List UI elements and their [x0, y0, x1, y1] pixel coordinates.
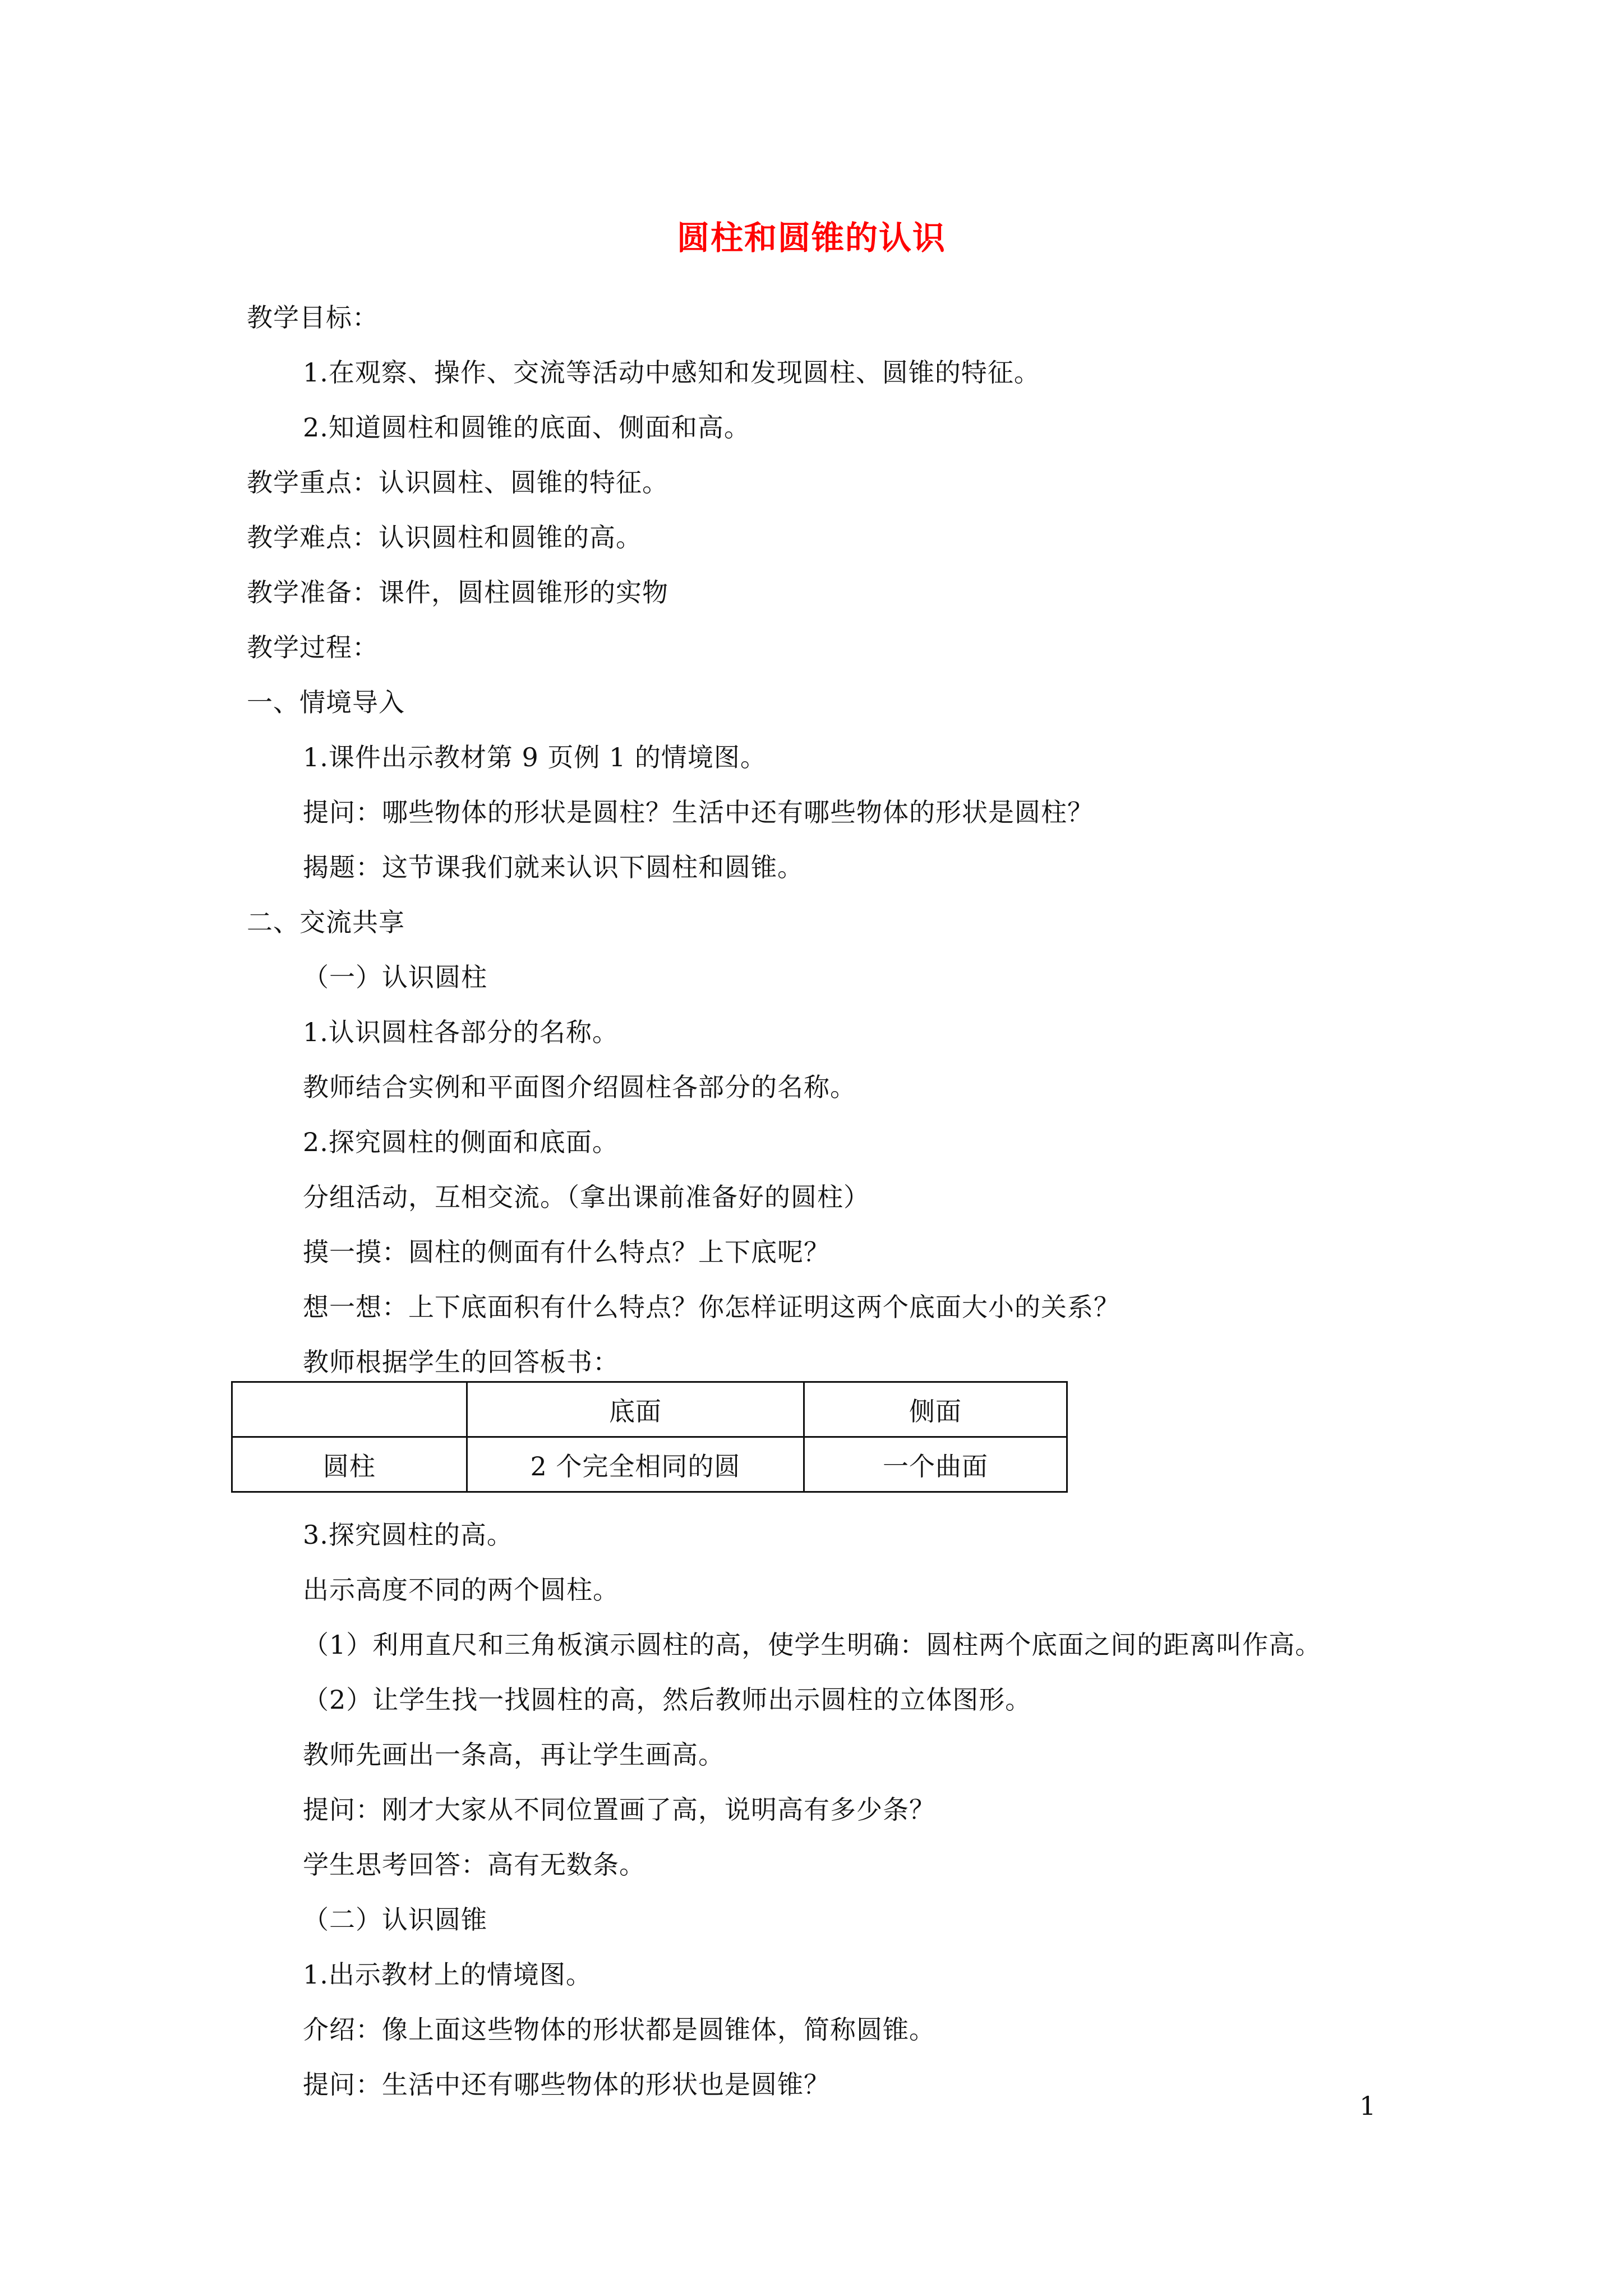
text-line: 揭题：这节课我们就来认识下圆柱和圆锥。: [303, 852, 804, 882]
text-line: 教学重点：认识圆柱、圆锥的特征。: [247, 467, 668, 498]
text-line: 想一想：上下底面积有什么特点？你怎样证明这两个底面大小的关系？: [303, 1292, 1120, 1322]
text-line: 2.探究圆柱的侧面和底面。: [303, 1127, 619, 1157]
text-line: 分组活动，互相交流。（拿出课前准备好的圆柱）: [303, 1182, 870, 1212]
text-line: 学生思考回答：高有无数条。: [303, 1849, 645, 1880]
text-line: （2）让学生找一找圆柱的高，然后教师出示圆柱的立体图形。: [303, 1685, 1032, 1715]
text-line: 提问：生活中还有哪些物体的形状也是圆锥？: [303, 2069, 830, 2100]
text-line: 2.知道圆柱和圆锥的底面、侧面和高。: [303, 412, 750, 443]
text-line: （二）认识圆锥: [303, 1904, 487, 1935]
text-line: 教师结合实例和平面图介绍圆柱各部分的名称。: [303, 1072, 856, 1102]
table-cell: 一个曲面: [804, 1437, 1067, 1492]
table-cell: 圆柱: [232, 1437, 467, 1492]
page-title: 圆柱和圆锥的认识: [676, 219, 946, 257]
table-header-cell: [232, 1382, 467, 1437]
text-line: 1.课件出示教材第 9 页例 1 的情境图。: [303, 742, 767, 772]
text-line: 教师先画出一条高，再让学生画高。: [303, 1740, 725, 1770]
text-line: 二、交流共享: [247, 907, 405, 937]
text-line: 教学目标：: [247, 302, 379, 333]
text-line: （一）认识圆柱: [303, 962, 487, 992]
table-cell: 2 个完全相同的圆: [467, 1437, 804, 1492]
text-line: 介绍：像上面这些物体的形状都是圆锥体，简称圆锥。: [303, 2014, 935, 2045]
table-header-cell: 底面: [467, 1382, 804, 1437]
text-line: 提问：哪些物体的形状是圆柱？生活中还有哪些物体的形状是圆柱？: [303, 797, 1094, 827]
text-line: 1.认识圆柱各部分的名称。: [303, 1017, 619, 1047]
text-line: 1.出示教材上的情境图。: [303, 1959, 592, 1990]
text-line: （1）利用直尺和三角板演示圆柱的高，使学生明确：圆柱两个底面之间的距离叫作高。: [303, 1630, 1322, 1660]
text-line: 出示高度不同的两个圆柱。: [303, 1575, 619, 1605]
text-line: 教学过程：: [247, 632, 379, 662]
text-line: 教师根据学生的回答板书：: [303, 1347, 619, 1377]
text-line: 1.在观察、操作、交流等活动中感知和发现圆柱、圆锥的特征。: [303, 357, 1040, 388]
text-line: 一、情境导入: [247, 687, 405, 717]
table-header-cell: 侧面: [804, 1382, 1067, 1437]
text-line: 教学难点：认识圆柱和圆锥的高。: [247, 522, 642, 553]
board-table: [231, 1381, 1068, 1493]
text-line: 提问：刚才大家从不同位置画了高，说明高有多少条？: [303, 1795, 935, 1825]
text-line: 3.探究圆柱的高。: [303, 1520, 513, 1550]
table-header-row: [232, 1382, 1067, 1437]
text-line: 教学准备：课件，圆柱圆锥形的实物: [247, 577, 668, 608]
table-row: [232, 1437, 1067, 1492]
page-number: 1: [1359, 2091, 1376, 2121]
text-line: 摸一摸：圆柱的侧面有什么特点？上下底呢？: [303, 1237, 830, 1267]
